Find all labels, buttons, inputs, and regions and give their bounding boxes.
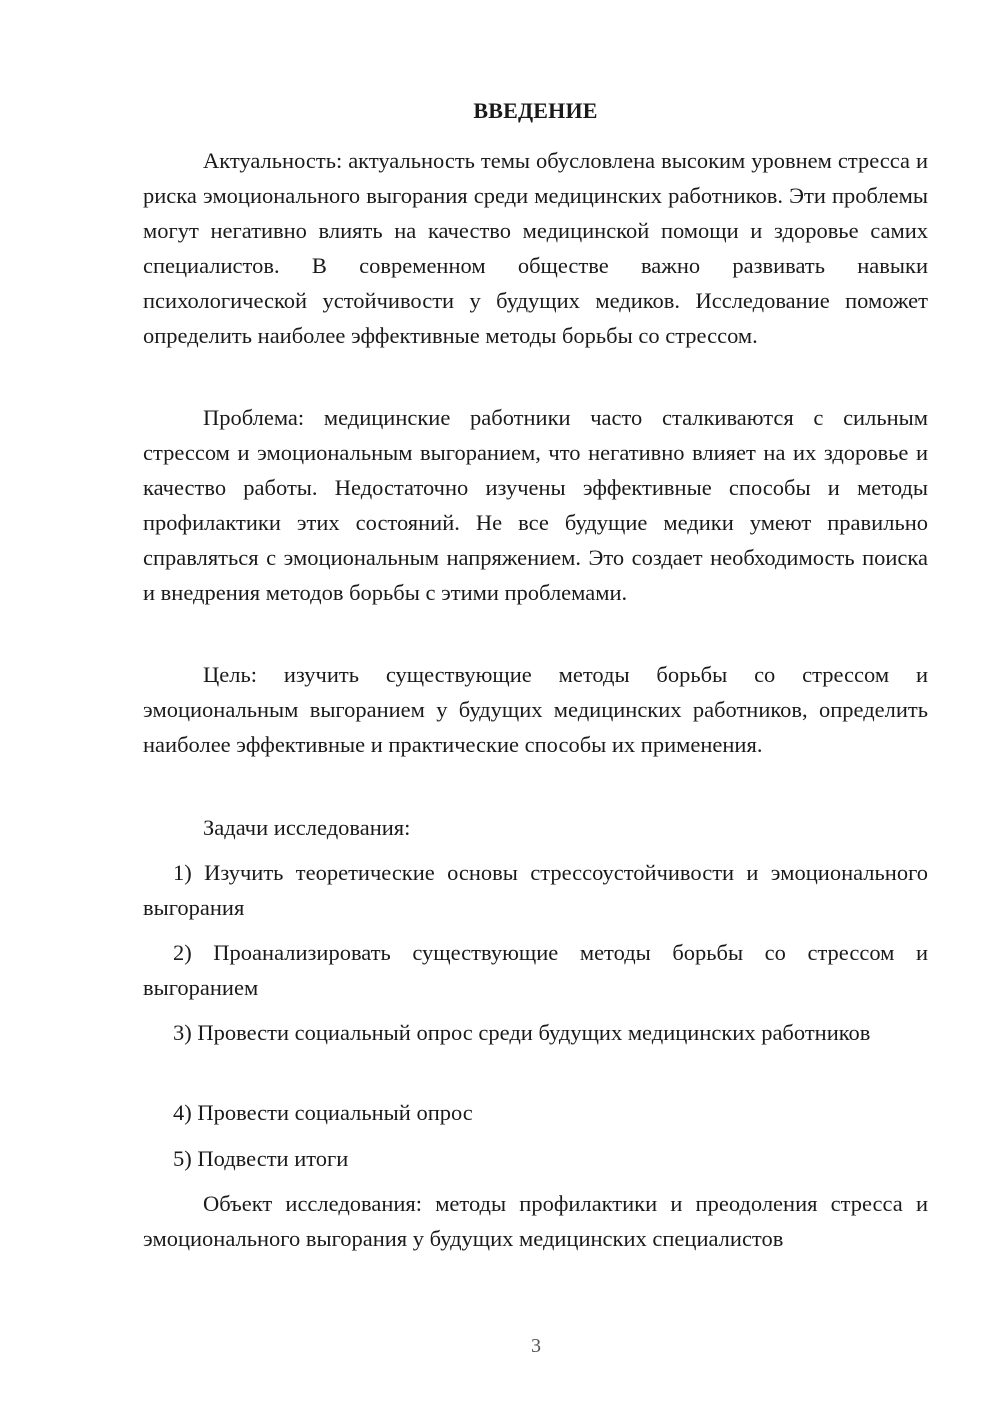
task-item-3: 3) Провести социальный опрос среди будущих медицинских работников — [173, 1020, 871, 1045]
page-title: ВВЕДЕНИЕ — [473, 98, 598, 123]
tasks-heading: Задачи исследования: — [203, 815, 411, 840]
task-item-5: 5) Подвести итоги — [173, 1146, 349, 1171]
paragraph-problem: Проблема: медицинские работники часто сталкиваются с сильным стрессом и эмоциональным выгоранием, что негативно влияет на их здоровье и качество работы. Недостаточно изучены эффективные способы и методы профилактики этих состояний. Не все будущие медики умеют правильно справляться с эмоциональным напряжением. Это создает необходимость поиска и внедрения методов борьбы с этими проблемами. — [143, 405, 928, 605]
paragraph-goal: Цель: изучить существующие методы борьбы со стрессом и эмоциональным выгоранием у будущих медицинских работников, определить наиболее эффективные и практические способы их применения. — [143, 662, 928, 757]
paragraph-relevance: Актуальность: актуальность темы обусловлена высоким уровнем стресса и риска эмоционального выгорания среди медицинских работников. Эти проблемы могут негативно влиять на качество медицинской помощи и здоровье самих специалистов. В современном обществе важно развивать навыки психологической устойчивости у будущих медиков. Исследование поможет определить наиболее эффективные методы борьбы со стрессом. — [143, 148, 928, 348]
page-number: 3 — [531, 1335, 541, 1357]
paragraph-object: Объект исследования: методы профилактики и преодоления стресса и эмоционального выгорания у будущих медицинских специалистов — [143, 1191, 928, 1251]
task-item-4: 4) Провести социальный опрос — [173, 1100, 473, 1125]
task-item-1: 1) Изучить теоретические основы стрессоустойчивости и эмоционального выгорания — [143, 860, 928, 920]
task-item-2: 2) Проанализировать существующие методы борьбы со стрессом и выгоранием — [143, 940, 928, 1000]
